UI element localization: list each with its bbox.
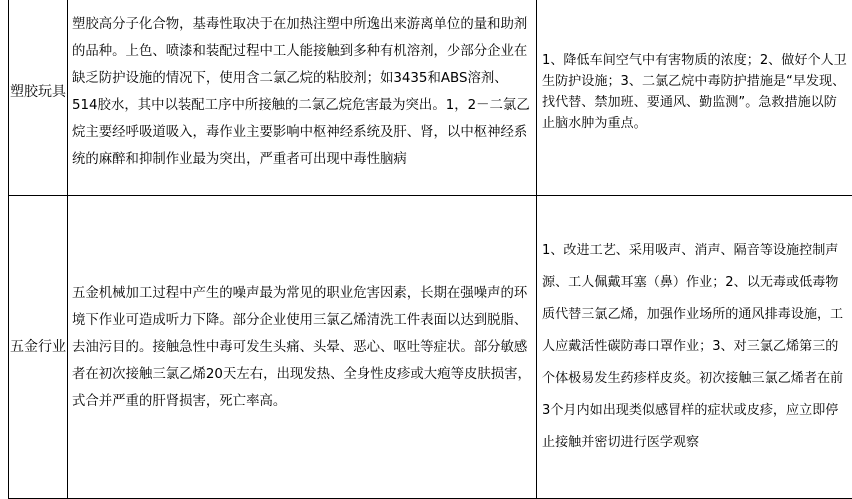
protective-measures: 1、降低车间空气中有害物质的浓度；2、做好个人卫生防护设施；3、二氯乙烷中毒防护措施是“早发现、找代替、禁加班、要通风、勤监测”。急救措施以防止脑水肿为重点。 bbox=[542, 50, 848, 134]
table-row bbox=[9, 196, 852, 499]
measure-cell bbox=[537, 196, 852, 499]
measure-cell bbox=[537, 0, 852, 196]
industry-cell bbox=[9, 0, 68, 196]
industry-cell bbox=[9, 196, 68, 499]
industry-label: 塑胶玩具 bbox=[9, 78, 67, 107]
protective-measures: 1、改进工艺、采用吸声、消声、隔音等设施控制声源、工人佩戴耳塞（鼻）作业；2、以无毒或低毒物质代替三氯乙烯，加强作业场所的通风排毒设施，工人应戴活性碳防毒口罩作业；3、对三氯乙烯第三的个体极易发生药疹样皮炎。初次接触三氯乙烯者在前3个月内如出现类似感冒样的症状或皮疹，应立即停止接触并密切进行医学观察 bbox=[542, 235, 848, 459]
industry-label: 五金行业 bbox=[9, 333, 67, 362]
hazard-cell bbox=[68, 196, 537, 499]
table-row bbox=[9, 0, 852, 196]
hazard-table bbox=[8, 0, 852, 499]
hazard-description: 塑胶高分子化合物，基毒性取决于在加热注塑中所逸出来游离单位的量和助剂的品种。上色、喷漆和装配过程中工人能接触到多种有机溶剂，少部分企业在缺乏防护设施的情况下，使用含二氯乙烷的粘胶剂；如3435和ABS溶剂、514胶水，其中以装配工序中所接触的二氯乙烷危害最为突出。1，2－二氯乙烷主要经呼吸道吸入，毒作业主要影响中枢神经系统及肝、肾，以中枢神经系统的麻醉和抑制作业最为突出，严重者可出现中毒性脑病 bbox=[72, 11, 532, 173]
hazard-cell bbox=[68, 0, 537, 196]
hazard-description: 五金机械加工过程中产生的噪声最为常见的职业危害因素，长期在强噪声的环境下作业可造成听力下降。部分企业使用三氯乙烯清洗工件表面以达到脱脂、去油污目的。接触急性中毒可发生头痛、头晕、恶心、呕吐等症状。部分敏感者在初次接触三氯乙烯20天左右，出现发热、全身性皮疹或大疱等皮肤损害，式合并严重的肝肾损害，死亡率高。 bbox=[72, 280, 532, 415]
